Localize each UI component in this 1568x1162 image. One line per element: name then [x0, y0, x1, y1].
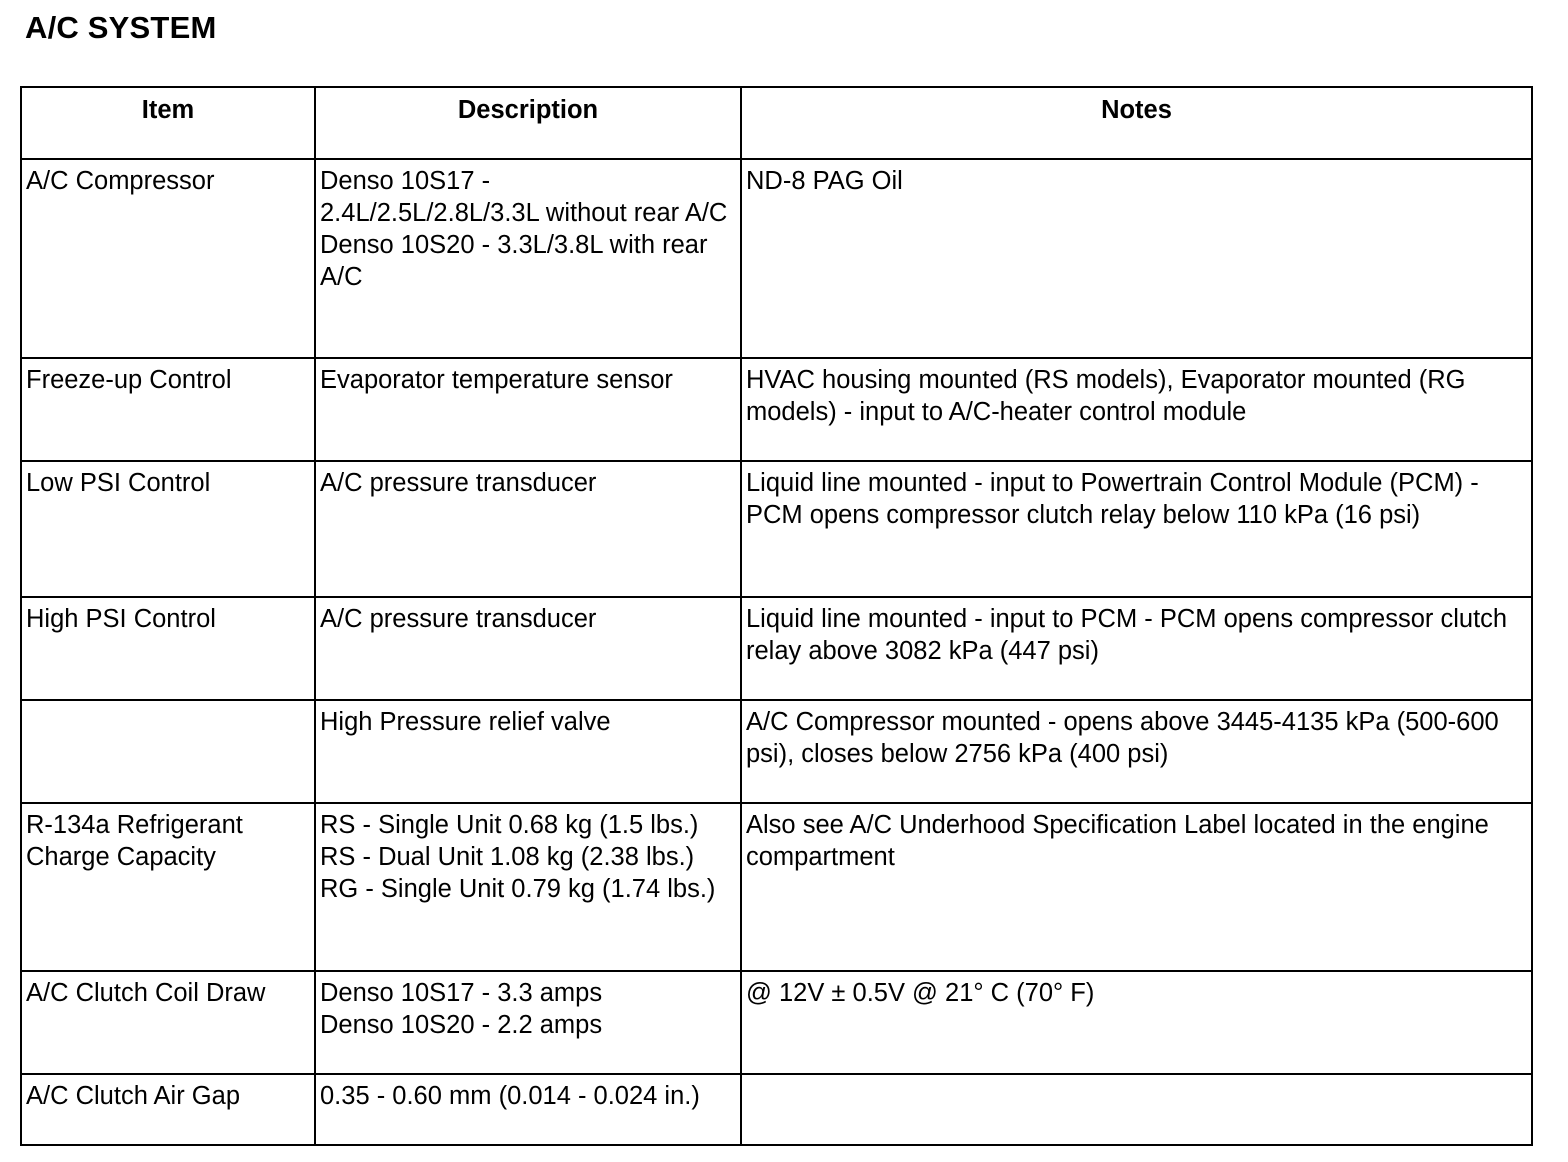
ac-system-spec-table [20, 86, 1533, 1146]
cell-notes: ND-8 PAG Oil [741, 159, 1532, 358]
cell-item [21, 700, 315, 803]
header-item: Item [21, 87, 315, 159]
cell-notes: Liquid line mounted - input to Powertrain Control Module (PCM) - PCM opens compressor clutch relay below 110 kPa (16 psi) [741, 461, 1532, 597]
table-row [21, 700, 1532, 803]
cell-description: A/C pressure transducer [315, 597, 741, 700]
cell-description: Denso 10S17 - 3.3 amps Denso 10S20 - 2.2 amps [315, 971, 741, 1074]
cell-item: Freeze-up Control [21, 358, 315, 461]
cell-notes: Also see A/C Underhood Specification Label located in the engine compartment [741, 803, 1532, 971]
table-row [21, 597, 1532, 700]
cell-description: Evaporator temperature sensor [315, 358, 741, 461]
cell-item: A/C Compressor [21, 159, 315, 358]
table-row [21, 1074, 1532, 1145]
cell-notes: Liquid line mounted - input to PCM - PCM opens compressor clutch relay above 3082 kPa (447 psi) [741, 597, 1532, 700]
cell-description: A/C pressure transducer [315, 461, 741, 597]
cell-item: A/C Clutch Coil Draw [21, 971, 315, 1074]
cell-description: 0.35 - 0.60 mm (0.014 - 0.024 in.) [315, 1074, 741, 1145]
cell-notes: @ 12V ± 0.5V @ 21° C (70° F) [741, 971, 1532, 1074]
cell-notes [741, 1074, 1532, 1145]
cell-notes: A/C Compressor mounted - opens above 3445-4135 kPa (500-600 psi), closes below 2756 kPa (400 psi) [741, 700, 1532, 803]
table-row [21, 803, 1532, 971]
page-title: A/C SYSTEM [25, 10, 217, 45]
table-row [21, 358, 1532, 461]
cell-description: RS - Single Unit 0.68 kg (1.5 lbs.) RS - Dual Unit 1.08 kg (2.38 lbs.) RG - Single Unit 0.79 kg (1.74 lbs.) [315, 803, 741, 971]
cell-item: A/C Clutch Air Gap [21, 1074, 315, 1145]
cell-item: R-134a Refrigerant Charge Capacity [21, 803, 315, 971]
cell-description: Denso 10S17 - 2.4L/2.5L/2.8L/3.3L without rear A/C Denso 10S20 - 3.3L/3.8L with rear A/C [315, 159, 741, 358]
header-notes: Notes [741, 87, 1532, 159]
cell-item: Low PSI Control [21, 461, 315, 597]
table-row [21, 461, 1532, 597]
table-row [21, 159, 1532, 358]
table-header-row [21, 87, 1532, 159]
cell-item: High PSI Control [21, 597, 315, 700]
cell-notes: HVAC housing mounted (RS models), Evaporator mounted (RG models) - input to A/C-heater control module [741, 358, 1532, 461]
header-description: Description [315, 87, 741, 159]
cell-description: High Pressure relief valve [315, 700, 741, 803]
table-row [21, 971, 1532, 1074]
